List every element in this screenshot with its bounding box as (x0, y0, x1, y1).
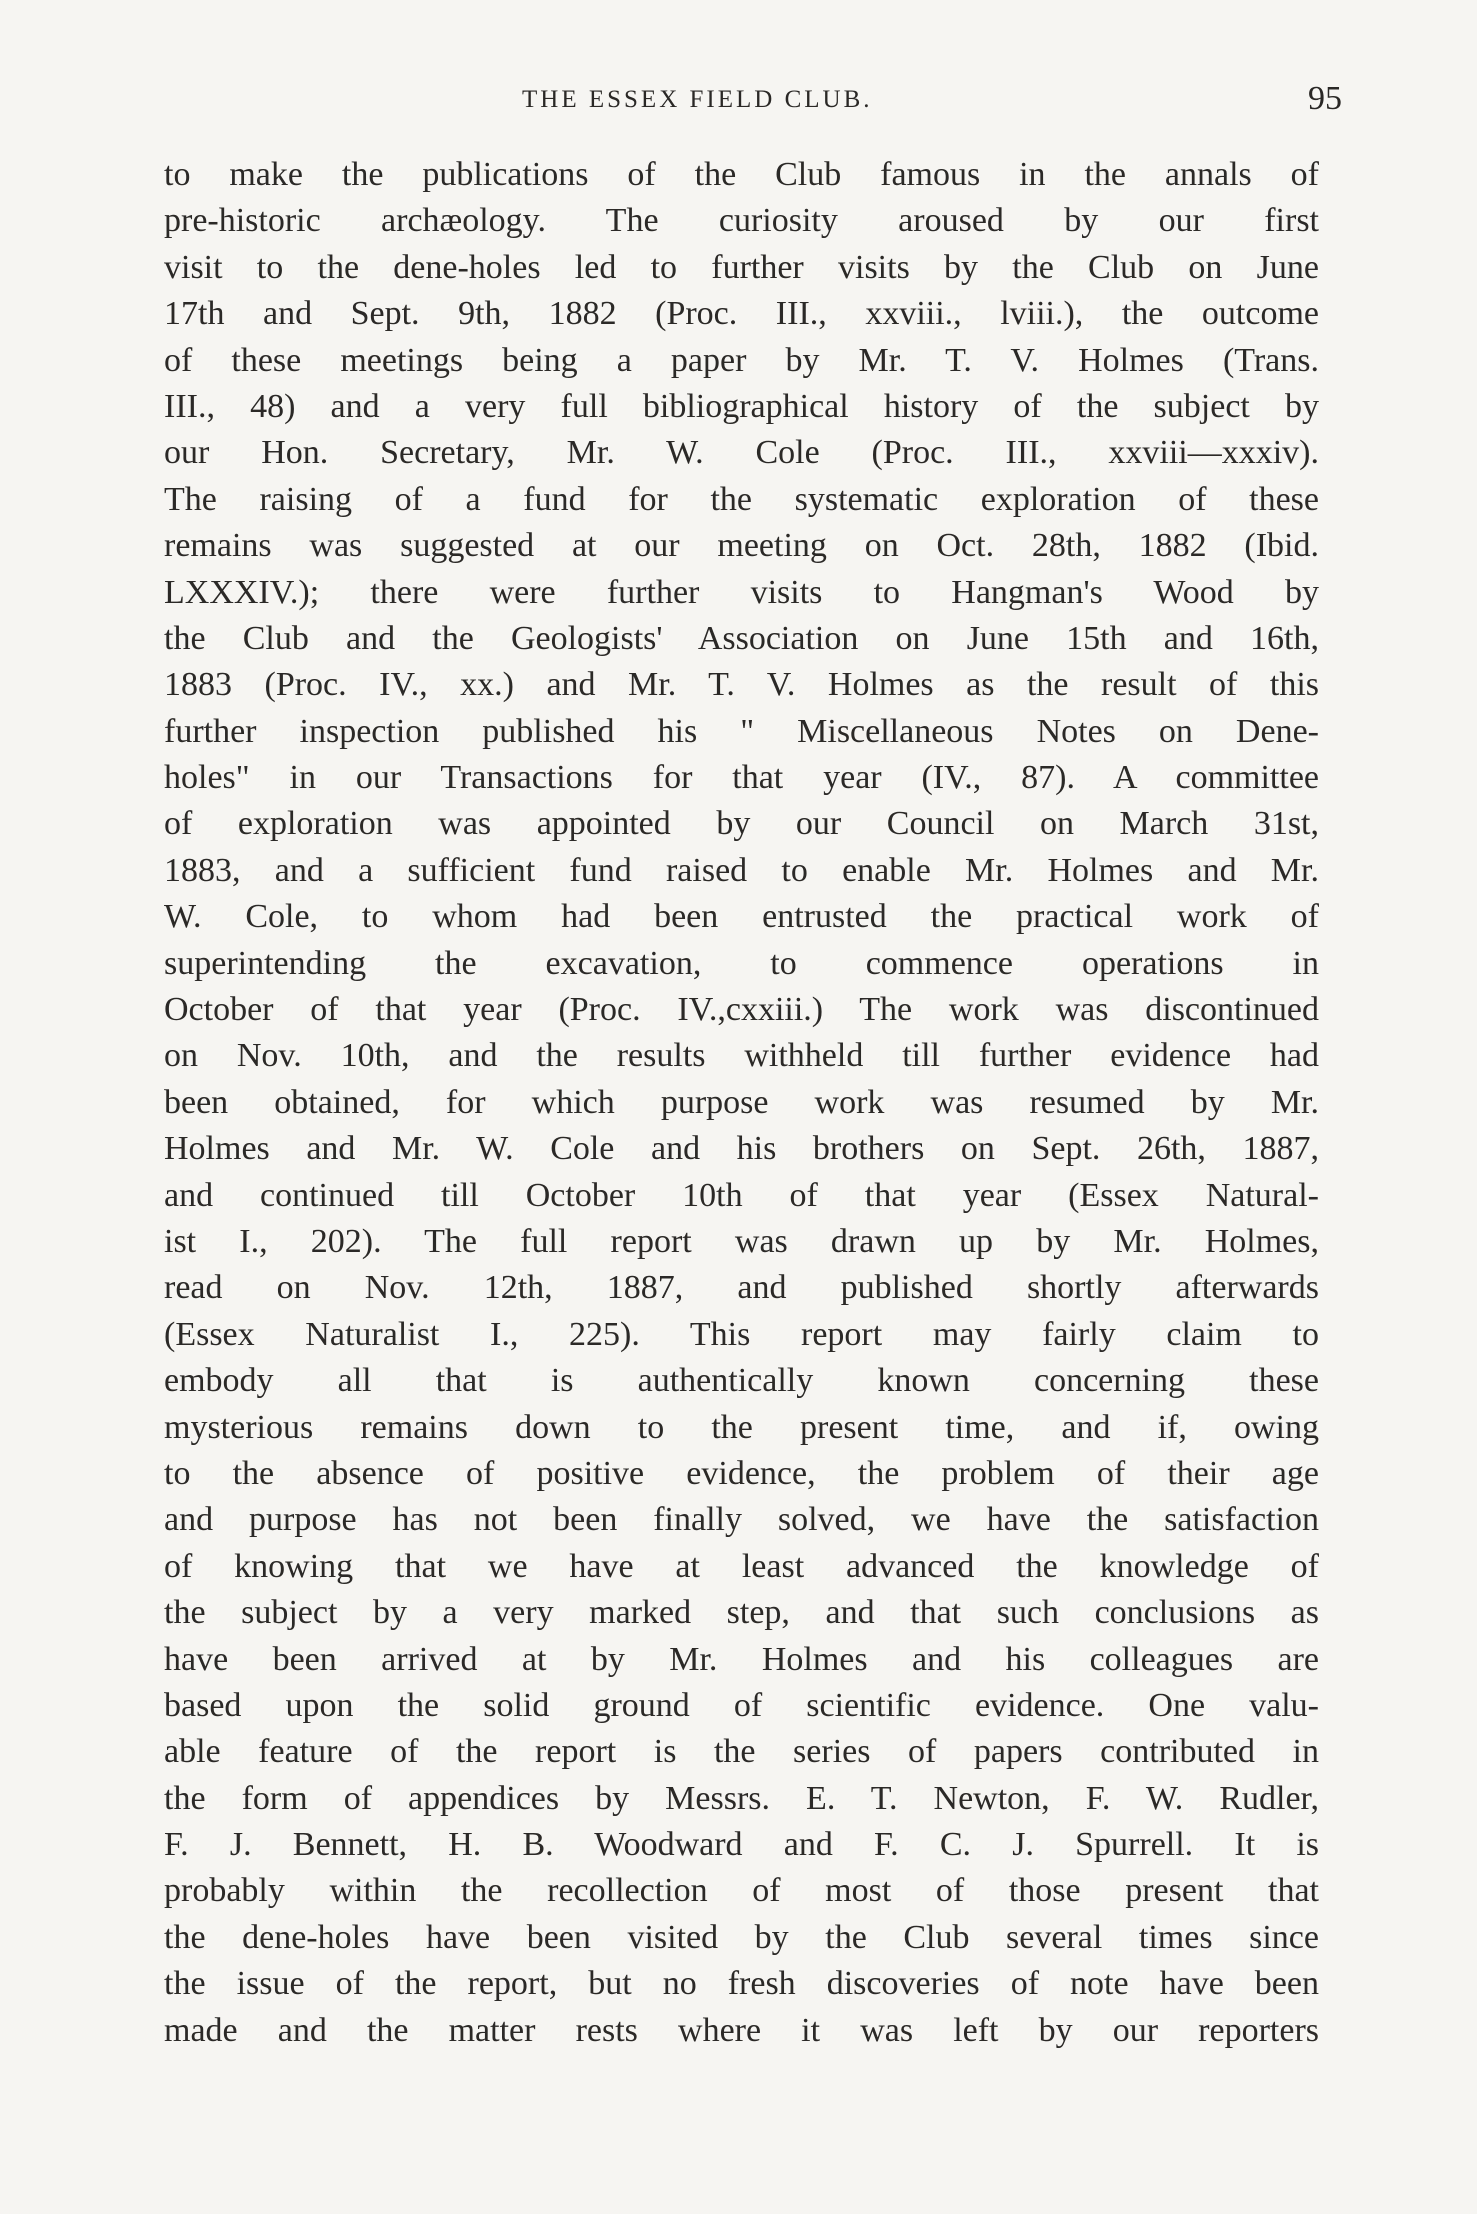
text-line: The raising of a fund for the systematic exploration of these (164, 480, 1319, 518)
running-title: THE ESSEX FIELD CLUB. (522, 86, 873, 113)
text-line: the dene-holes have been visited by the Club several times since (164, 1918, 1319, 1956)
text-line: of these meetings being a paper by Mr. T. V. Holmes (Trans. (164, 341, 1319, 379)
running-head (0, 78, 1477, 118)
text-line: based upon the solid ground of scientific evidence. One valu- (164, 1686, 1319, 1724)
text-line: visit to the dene-holes led to further visits by the Club on June (164, 248, 1319, 286)
text-line: 1883, and a sufficient fund raised to enable Mr. Holmes and Mr. (164, 851, 1319, 889)
body-text (164, 152, 1319, 2054)
text-line: embody all that is authentically known concerning these (164, 1362, 1319, 1400)
text-line: Holmes and Mr. W. Cole and his brothers on Sept. 26th, 1887, (164, 1130, 1319, 1168)
text-line: probably within the recollection of most of those present that (164, 1872, 1319, 1910)
text-line: our Hon. Secretary, Mr. W. Cole (Proc. III., xxviii—xxxiv). (164, 434, 1319, 472)
text-line: further inspection published his " Miscellaneous Notes on Dene- (164, 712, 1319, 750)
text-line: superintending the excavation, to commence operations in (164, 944, 1319, 982)
text-line: ist I., 202). The full report was drawn up by Mr. Holmes, (164, 1222, 1319, 1260)
text-line: read on Nov. 12th, 1887, and published shortly afterwards (164, 1269, 1319, 1307)
text-line: the subject by a very marked step, and that such conclusions as (164, 1594, 1319, 1632)
page-number: 95 (1308, 80, 1342, 117)
text-line: on Nov. 10th, and the results withheld till further evidence had (164, 1037, 1319, 1075)
text-line: the Club and the Geologists' Association on June 15th and 16th, (164, 619, 1319, 657)
text-line: and continued till October 10th of that year (Essex Natural- (164, 1176, 1319, 1214)
text-line: the issue of the report, but no fresh discoveries of note have been (164, 1965, 1319, 2003)
text-line: pre-historic archæology. The curiosity aroused by our first (164, 202, 1319, 240)
text-line: remains was suggested at our meeting on Oct. 28th, 1882 (Ibid. (164, 527, 1319, 565)
text-line: W. Cole, to whom had been entrusted the practical work of (164, 898, 1319, 936)
text-line: been obtained, for which purpose work was resumed by Mr. (164, 1083, 1319, 1121)
text-line: and purpose has not been finally solved, we have the satisfaction (164, 1501, 1319, 1539)
text-line: 1883 (Proc. IV., xx.) and Mr. T. V. Holmes as the result of this (164, 666, 1319, 704)
text-line: have been arrived at by Mr. Holmes and his colleagues are (164, 1640, 1319, 1678)
text-line: LXXXIV.); there were further visits to Hangman's Wood by (164, 573, 1319, 611)
text-line: III., 48) and a very full bibliographical history of the subject by (164, 387, 1319, 425)
text-line: of exploration was appointed by our Council on March 31st, (164, 805, 1319, 843)
text-line: F. J. Bennett, H. B. Woodward and F. C. J. Spurrell. It is (164, 1826, 1319, 1864)
text-line: 17th and Sept. 9th, 1882 (Proc. III., xxviii., lviii.), the outcome (164, 295, 1319, 333)
text-line: the form of appendices by Messrs. E. T. Newton, F. W. Rudler, (164, 1779, 1319, 1817)
text-line: to make the publications of the Club famous in the annals of (164, 156, 1319, 193)
text-line: holes" in our Transactions for that year (IV., 87). A committee (164, 759, 1319, 797)
text-line: made and the matter rests where it was left by our reporters (164, 2011, 1319, 2049)
text-line: (Essex Naturalist I., 225). This report may fairly claim to (164, 1315, 1319, 1353)
text-line: able feature of the report is the series of papers contributed in (164, 1733, 1319, 1771)
text-line: mysterious remains down to the present time, and if, owing (164, 1408, 1319, 1446)
text-line: to the absence of positive evidence, the problem of their age (164, 1454, 1319, 1492)
text-line: of knowing that we have at least advanced the knowledge of (164, 1547, 1319, 1585)
text-line: October of that year (Proc. IV.,cxxiii.) The work was discontinued (164, 991, 1319, 1029)
